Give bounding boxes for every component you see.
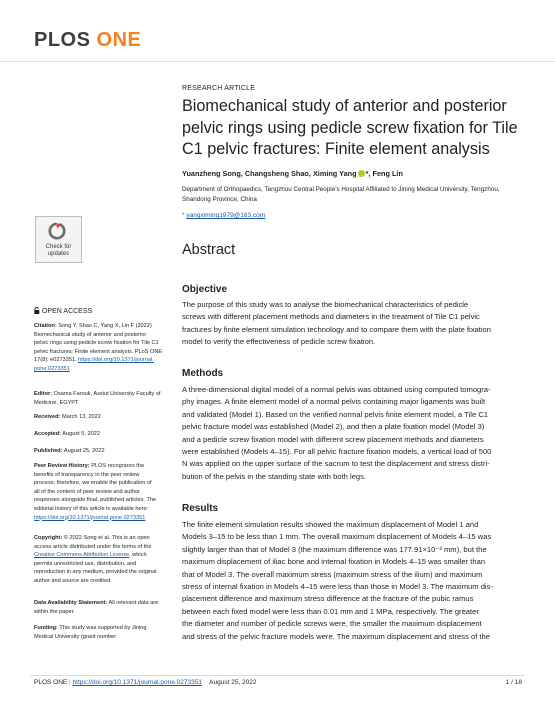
corresponding-email: * yangximing1979@163.com [182,212,266,219]
copyright-block: Copyright: © 2022 Song et al. This is an open access article distributed under the terms of the Creative Commons Attribution License, which permits unrestricted use, distribution, and reproduction in any medium, provided the original author and source are credited. [34,535,157,584]
orcid-icon[interactable] [358,170,365,177]
author-list: Yuanzheng Song, Changsheng Shao, Ximing Yang *, Feng Lin [182,169,403,178]
header-divider [0,61,555,62]
page-footer: PLOS ONE | https://doi.org/10.1371/journal.pone.0273351 August 25, 2022 [34,679,257,686]
footer-doi-link[interactable]: https://doi.org/10.1371/journal.pone.0273351 [72,679,202,686]
logo-one-text: ONE [96,29,142,51]
email-link[interactable]: yangximing1979@163.com [186,212,266,219]
check-for-updates-badge[interactable] [35,216,82,263]
citation-doi-link[interactable]: https://doi.org/10.1371/journal. [78,357,154,364]
methods-heading: Methods [182,368,224,379]
peer-review-link[interactable]: https://doi.org/10.1371/journal.pone.0273351 [34,514,146,521]
peer-review-block: Peer Review History: PLOS recognizes the benefits of transparency in the peer review process; therefore, we enable the publication of all of the content of peer review and author responses alongside final, published articles. The editorial history of this article is available here: https://doi.org/10.1371/journal.pone.0273351 [34,463,157,521]
article-title: Biomechanical study of anterior and posterior pelvic rings using pedicle screw fixation for Tile C1 pelvic fractures: Finite element analysis [182,97,518,158]
abstract-heading: Abstract [182,242,236,258]
cc-license-link[interactable]: Creative Commons Attribution License [34,552,130,559]
plos-one-logo[interactable] [34,29,141,52]
methods-paragraph: A three-dimensional digital model of a normal pelvis was obtained using computed tomogra- phy images. A finite element model of a normal pelvis containing major ligaments was built and validated (Model 1). Based on the verified normal pelvis finite element model, a Tile C1 pelvic fracture model was established (Model 2), and then a plate fixation model (Model 3) and a pedicle screw fixation model with different screw placement methods and diameters were established (Models 4–15). For all pelvic fracture fixation models, a vertical load of 500 N was applied on the upper surface of the sacrum to test the displacement and stress distri- bution of the pelvis in the standing state with both legs. [182,385,492,481]
objective-heading: Objective [182,284,228,295]
results-heading: Results [182,503,219,514]
citation-block: Citation: Song Y, Shao C, Yang X, Lin F (2022) Biomechanical study of anterior and posterior pelvic rings using pedicle screw fixation for Tile C1 pelvic fractures: Finite element analysis. PLoS ONE 17(8): e0273351. https://doi.org/10.1371/journal. pone.0273351 [34,323,163,372]
check-updates-text: Check for updates [45,244,72,257]
received-date: Received: March 13, 2022 [34,414,101,420]
article-type: RESEARCH ARTICLE [182,85,256,92]
objective-paragraph: The purpose of this study was to analyse the biomechanical characteristics of pedicle screws with different placement methods and diameters in the treatment of Tile C1 pelvic fractures by finite element simulation technology and to compare them with the plate fixation model to verify the effectiveness of pedicle screw fixation. [182,300,491,347]
open-access-label: OPEN ACCESS [34,307,92,315]
logo-plos-text: PLOS [34,29,91,51]
citation-doi-link-cont[interactable]: pone.0273351 [34,365,70,372]
data-availability-block: Data Availability Statement: All relevant data are within the paper. [34,600,159,615]
affiliation: Department of Orthopaedics, Tengzhou Central People’s Hospital Affiliated to Jining Medical University, Tengzhou, Shandong Province, China [182,186,500,203]
page-number: 1 / 18 [505,679,522,686]
funding-block: Funding: This study was supported by Jining Medical University (grant number [34,625,147,640]
footer-divider [30,675,525,676]
accepted-date: Accepted: August 5, 2022 [34,431,100,437]
published-date: Published: August 25, 2022 [34,448,105,454]
open-lock-icon [34,307,40,314]
editor-block: Editor: Osama Farouk, Assiut University Faculty of Medicine, EGYPT [34,391,161,406]
results-paragraph: The finite element simulation results showed the maximum displacement of Model 1 and Models 3–15 to be less than 1 mm. The overall maximum displacement of Models 4–15 was slightly larger than that of Model 3 (the maximum difference was 177.91×10⁻³ mm), but the maximum displacement of iliac bone and internal fixation in Models 4–15 was smaller than that of Model 3. The overall maximum stress (maximum stress of the ilium) and maximum stress of internal fixation in Models 4–15 were less than those in Model 3. The maximum dis- placement difference and maximum stress difference at the fracture of the pubic ramus between each fixed model were less than 0.01 mm and 1 MPa, respectively. The greater the diameter and number of pedicle screws were, the smaller the maximum displacement and stress of the pelvic fracture models were. The maximum displacement and stress of the [182,520,493,641]
refresh-icon [48,222,66,240]
